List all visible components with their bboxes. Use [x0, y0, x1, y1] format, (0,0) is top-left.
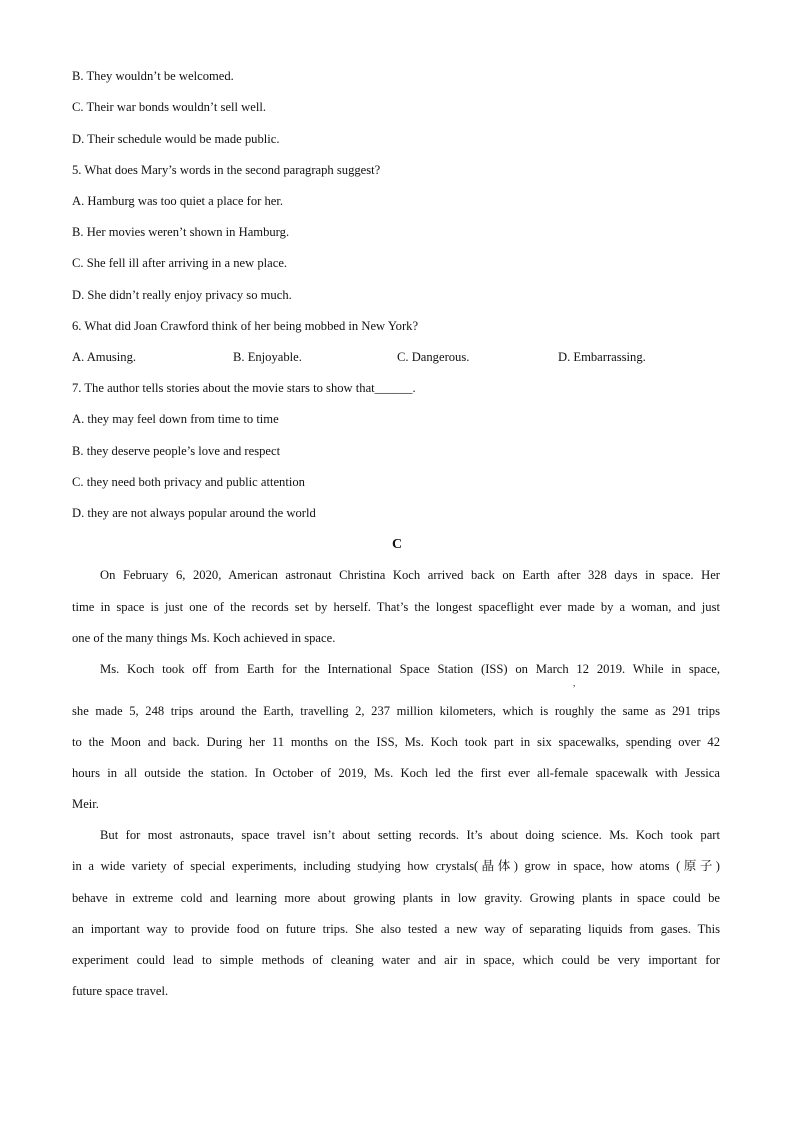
- p3-line-2: in a wide variety of special experiments, including studying how crystals(晶体) grow in space, how atoms (原子): [72, 859, 720, 873]
- q5-option-a: A. Hamburg was too quiet a place for her.: [72, 194, 284, 208]
- p3-line-1: But for most astronauts, space travel isn’t about setting records. It’s about doing science. Ms. Koch took part: [100, 828, 720, 842]
- q6-option-d: D. Embarrassing.: [558, 350, 646, 364]
- q7-option-a: A. they may feel down from time to time: [72, 412, 279, 426]
- q6-option-b: B. Enjoyable.: [233, 350, 302, 364]
- q7-option-d: D. they are not always popular around the world: [72, 506, 316, 520]
- p2-line-2: she made 5, 248 trips around the Earth, travelling 2, 237 million kilometers, which is roughly the same as 291 trips: [72, 704, 720, 718]
- q7-option-c: C. they need both privacy and public attention: [72, 475, 305, 489]
- p1-line-1: On February 6, 2020, American astronaut Christina Koch arrived back on Earth after 328 days in space. Her: [100, 568, 720, 582]
- p3-line-6: future space travel.: [72, 984, 169, 998]
- p3-line-5: experiment could lead to simple methods of cleaning water and air in space, which could be very important for: [72, 953, 720, 967]
- q5-stem: 5. What does Mary’s words in the second paragraph suggest?: [72, 163, 381, 177]
- q6-options-row: [72, 349, 722, 365]
- q6-option-a: A. Amusing.: [72, 350, 137, 364]
- q7-stem: 7. The author tells stories about the movie stars to show that______.: [72, 381, 416, 395]
- p2-line-3: to the Moon and back. During her 11 months on the ISS, Ms. Koch took part in six spacewalks, spending over 42: [72, 735, 720, 749]
- p1-line-2: time in space is just one of the records set by herself. That’s the longest spaceflight ever made by a woman, and just: [72, 600, 720, 614]
- p2-line-4: hours in all outside the station. In October of 2019, Ms. Koch led the first ever all-female spacewalk with Jessica: [72, 766, 720, 780]
- q6-stem: 6. What did Joan Crawford think of her being mobbed in New York?: [72, 319, 419, 333]
- q4-option-b: B. They wouldn’t be welcomed.: [72, 69, 234, 83]
- p2-line-5: Meir.: [72, 797, 99, 811]
- q5-option-b: B. Her movies weren’t shown in Hamburg.: [72, 225, 290, 239]
- q4-option-d: D. Their schedule would be made public.: [72, 132, 280, 146]
- q4-option-c: C. Their war bonds wouldn’t sell well.: [72, 100, 267, 114]
- q6-option-c: C. Dangerous.: [397, 350, 470, 364]
- q7-option-b: B. they deserve people’s love and respect: [72, 444, 281, 458]
- p3-line-4: an important way to provide food on future trips. She also tested a new way of separating liquids from gases. This: [72, 922, 720, 936]
- p3-line-3: behave in extreme cold and learning more about growing plants in low gravity. Growing plants in space could be: [72, 891, 720, 905]
- p2-comma-mark: ,: [573, 678, 576, 688]
- p1-line-3: one of the many things Ms. Koch achieved in space.: [72, 631, 336, 645]
- section-c-title: C: [391, 537, 403, 552]
- q5-option-d: D. She didn’t really enjoy privacy so much.: [72, 288, 292, 302]
- q5-option-c: C. She fell ill after arriving in a new place.: [72, 256, 288, 270]
- p2-line-1: Ms. Koch took off from Earth for the International Space Station (ISS) on March 12 2019. While in space,: [100, 662, 720, 676]
